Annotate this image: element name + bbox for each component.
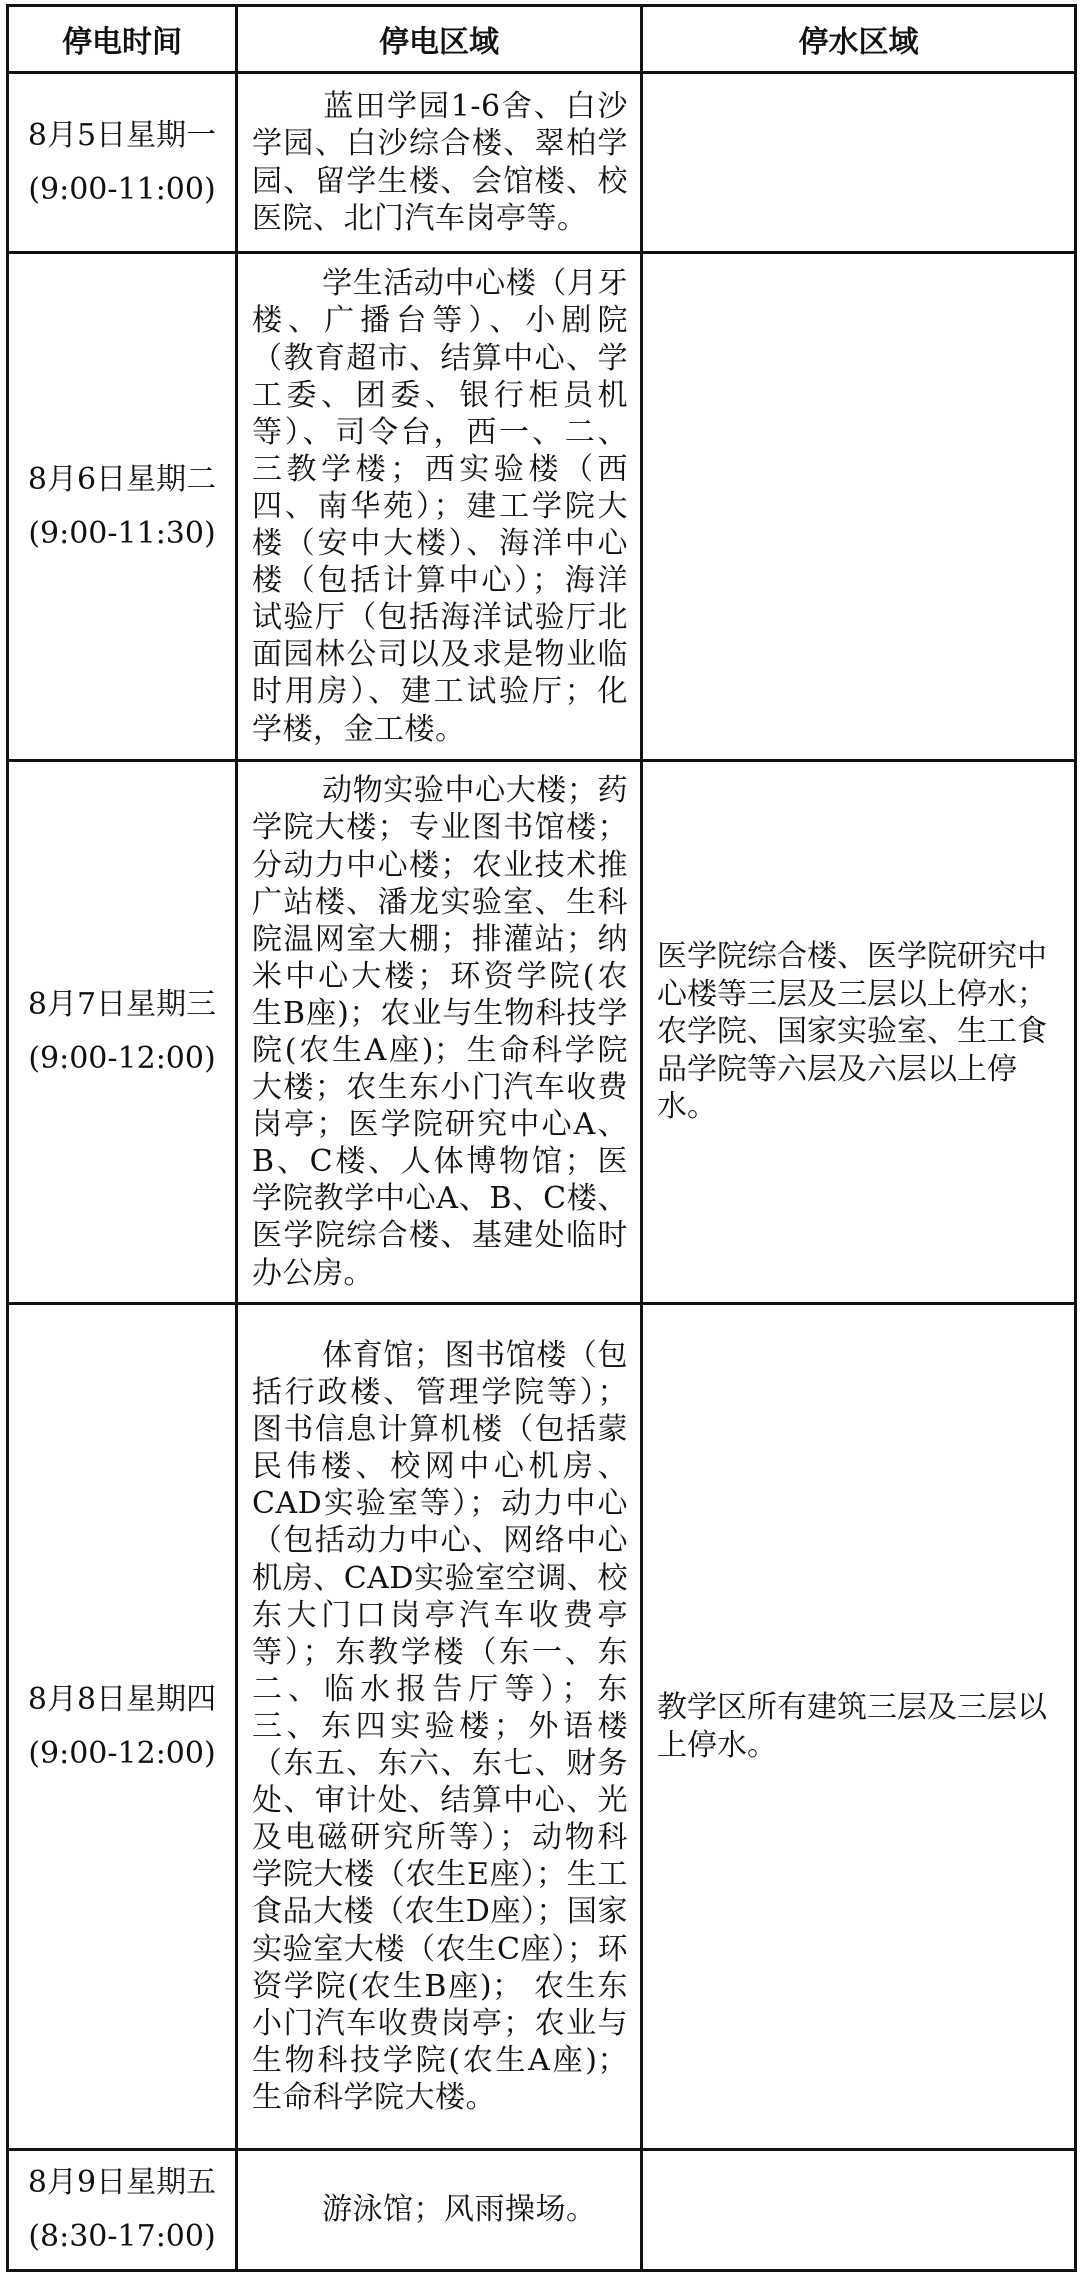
water-area-cell xyxy=(642,73,1076,253)
table-row xyxy=(8,1304,1076,2150)
outage-time: (9:00-12:00) xyxy=(28,1735,216,1771)
outage-time: (8:30-17:00) xyxy=(28,2219,216,2254)
outage-date-cell xyxy=(8,761,237,1304)
power-area-cell xyxy=(237,73,642,253)
outage-date: 8月6日星期二 xyxy=(27,461,217,497)
outage-date: 8月5日星期一 xyxy=(27,117,217,153)
power-area-text: 体育馆；图书馆楼（包括行政楼、管理学院等）；图书信息计算机楼（包括蒙民伟楼、校网中心机房、CAD实验室等）；动力中心（包括动力中心、网络中心机房、CAD实验室空调、校东大门口岗亭汽车收费亭等）；东教学楼（东一、东二、临水报告厅等）；东三、东四实验楼；外语楼（东五、东六、东七、财务处、审计处、结算中心、光及电磁研究所等）；动物科学院大楼（农生E座）；生工食品大楼（农生D座）；国家实验室大楼（农生C座）；环资学院(农生B座)； 农生东小门汽车收费岗亭；农业与生物科技学院(农生A座)；生命科学院大楼。 xyxy=(252,1338,628,2115)
header-outage-time: 停电时间 xyxy=(8,6,237,73)
outage-date: 8月9日星期五 xyxy=(27,2165,217,2200)
outage-date: 8月7日星期三 xyxy=(27,987,217,1022)
power-area-text: 动物实验中心大楼；药学院大楼；专业图书馆楼；分动力中心楼；农业技术推广站楼、潘龙实验室、生科院温网室大棚；排灌站；纳米中心大楼；环资学院(农生B座)；农业与生物科技学院(农生A座)；生命科学院大楼；农生东小门汽车收费岗亭；医学院研究中心A、B、C楼、人体博物馆；医学院教学中心A、B、C楼、医学院综合楼、基建处临时办公房。 xyxy=(252,773,628,1291)
power-area-text: 游泳馆；风雨操场。 xyxy=(322,2192,597,2228)
power-area-cell xyxy=(237,1304,642,2150)
outage-date-cell xyxy=(8,73,237,253)
water-area-cell xyxy=(642,1304,1076,2150)
water-area-cell xyxy=(642,2150,1076,2271)
water-area-text: 教学区所有建筑三层及三层以上停水。 xyxy=(657,1690,1047,1763)
table-row xyxy=(8,253,1076,761)
power-area-cell xyxy=(237,253,642,761)
water-area-text: 医学院综合楼、医学院研究中心楼等三层及三层以上停水；农学院、国家实验室、生工食品学院等六层及六层以上停水。 xyxy=(657,939,1047,1125)
header-water-area: 停水区域 xyxy=(642,6,1076,73)
water-area-cell xyxy=(642,761,1076,1304)
header-power-area: 停电区域 xyxy=(237,6,642,73)
power-area-cell xyxy=(237,761,642,1304)
outage-date-cell xyxy=(8,2150,237,2271)
outage-date-cell xyxy=(8,253,237,761)
outage-date-cell xyxy=(8,1304,237,2150)
table-row xyxy=(8,73,1076,253)
outage-time: (9:00-12:00) xyxy=(28,1041,216,1076)
power-area-cell xyxy=(237,2150,642,2271)
outage-time: (9:00-11:30) xyxy=(28,515,216,551)
water-area-cell xyxy=(642,253,1076,761)
table-row xyxy=(8,2150,1076,2271)
outage-date: 8月8日星期四 xyxy=(27,1681,217,1717)
power-area-text: 学生活动中心楼（月牙楼、广播台等）、小剧院（教育超市、结算中心、学工委、团委、银行柜员机等）、司令台，西一、二、三教学楼；西实验楼（西四、南华苑）；建工学院大楼（安中大楼）、海洋中心楼（包括计算中心）；海洋试验厅（包括海洋试验厅北面园林公司以及求是物业临时用房）、建工试验厅；化学楼，金工楼。 xyxy=(252,266,628,747)
power-area-text: 蓝田学园1-6舍、白沙学园、白沙综合楼、翠柏学园、留学生楼、会馆楼、校医院、北门汽车岗亭等。 xyxy=(252,89,628,236)
outage-time: (9:00-11:00) xyxy=(28,171,216,207)
header-row xyxy=(8,6,1076,73)
outage-schedule-table xyxy=(6,4,1077,2272)
table-row xyxy=(8,761,1076,1304)
